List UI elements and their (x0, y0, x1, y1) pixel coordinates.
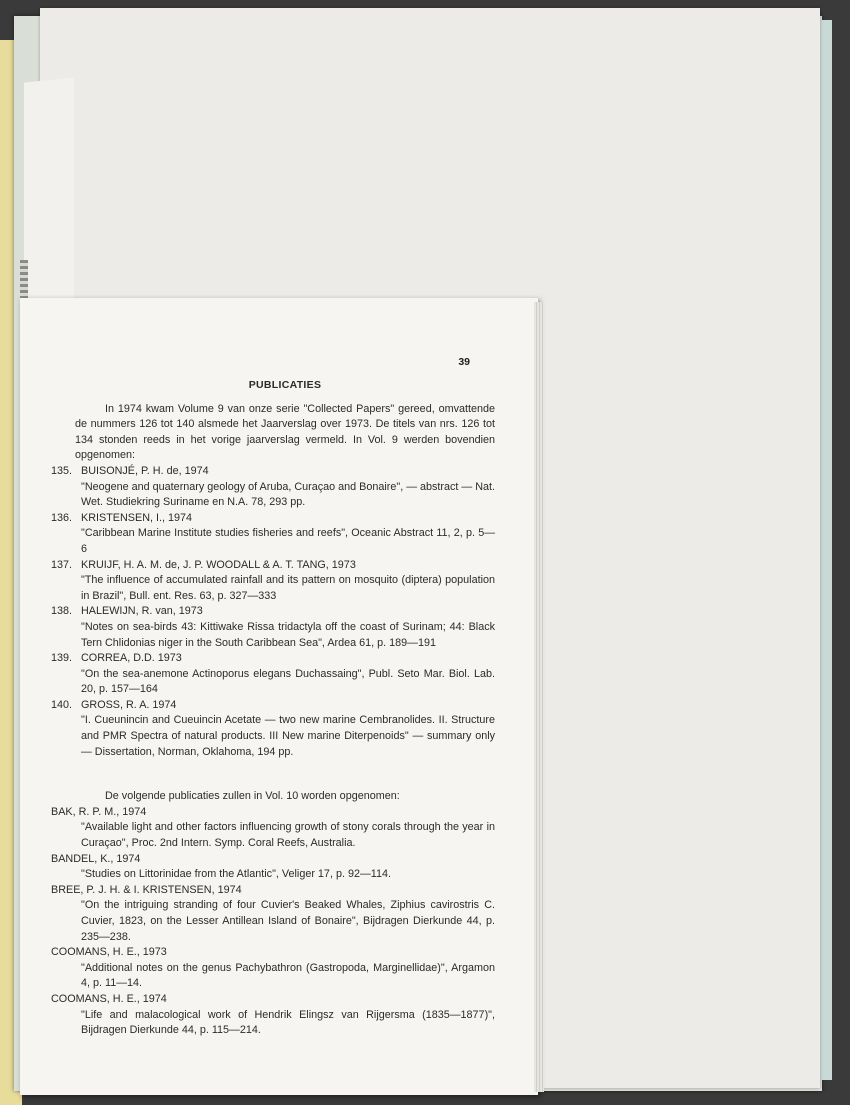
entry-139 (51, 651, 495, 667)
entry-body: "Caribbean Marine Institute studies fisheries and reefs", Oceanic Abstract 11, 2, p. 5—6 (81, 527, 495, 555)
entry-body: "The influence of accumulated rainfall and its pattern on mosquito (diptera) population in Brazil", Bull. ent. Res. 63, p. 327—333 (81, 574, 495, 602)
entry-author: HALEWIJN, R. van, 1973 (81, 605, 203, 618)
entry-number: 136. (51, 511, 73, 524)
page-text (51, 350, 495, 1039)
entry-body: "Studies on Littorinidae from the Atlantic", Veliger 17, p. 92—114. (81, 868, 391, 881)
entry-body: "Life and malacological work of Hendrik Elingsz van Rijgersma (1835—1877)", Bijdragen Dierkunde 44, p. 115—214. (81, 1008, 495, 1037)
entry-135 (51, 464, 495, 480)
entry-136 (51, 511, 495, 527)
entry-body: "Neogene and quaternary geology of Aruba, Curaçao and Bonaire", — abstract — Nat. Wet. Studiekring Suriname en N.A. 78, 293 pp. (81, 480, 495, 509)
entry-author: KRISTENSEN, I., 1974 (81, 511, 193, 524)
entry-author: BANDEL, K., 1974 (51, 852, 141, 865)
vol10-intro: De volgende publicaties zullen in Vol. 10 worden opgenomen: (105, 790, 400, 803)
entry-137 (51, 558, 495, 574)
entry-body: "Additional notes on the genus Pachybathron (Gastropoda, Marginellidae)", Argamon 4, p. 11—14. (81, 961, 495, 990)
torn-tissue-edge (24, 77, 74, 312)
entry-number: 137. (51, 558, 73, 571)
entry-number: 139. (51, 652, 73, 665)
entry-author: BREE, P. J. H. & I. KRISTENSEN, 1974 (51, 883, 242, 896)
entry-author: GROSS, R. A. 1974 (81, 698, 177, 711)
page-number: 39 (458, 356, 470, 368)
entry-number: 140. (51, 698, 73, 711)
publication-list-vol9 (51, 464, 495, 760)
entry-138 (51, 604, 495, 620)
entry-140 (51, 698, 495, 714)
entry-author: COOMANS, H. E., 1974 (51, 992, 167, 1005)
entry-body: "I. Cueunincin and Cueuincin Acetate — two new marine Cembranolides. II. Structure and PMR Spectra of natural products. III New marine Diterpenoids" — summary only — Dissertation, Norman, Oklahoma, 194 pp. (81, 714, 495, 758)
entry-author: COOMANS, H. E., 1973 (51, 946, 167, 959)
entry-author: KRUIJF, H. A. M. de, J. P. WOODALL & A. T. TANG, 1973 (81, 558, 356, 571)
publication-list-vol10 (51, 805, 495, 1039)
entry-body: "Notes on sea-birds 43: Kittiwake Rissa tridactyla off the coast of Surinam; 44: Black Tern Chlidonias niger in the South Caribbean Sea", Ardea 61, p. 189—191 (81, 620, 495, 649)
entry-body: "Available light and other factors influencing growth of stony corals through the year in Curaçao", Proc. 2nd Intern. Symp. Coral Reefs, Australia. (81, 821, 495, 850)
entry-body: "On the intriguing stranding of four Cuvier's Beaked Whales, Ziphius cavirostris C. Cuvier, 1823, on the Lesser Antillean Island of Bonaire", Bijdragen Dierkunde 44, p. 235—238. (81, 899, 495, 943)
entry-number: 138. (51, 605, 73, 618)
entry-body: "On the sea-anemone Actinoporus elegans Duchassaing", Publ. Seto Mar. Biol. Lab. 20, p. 157—164 (81, 667, 495, 696)
entry-number: 135. (51, 464, 73, 477)
entry-author: BUISONJÉ, P. H. de, 1974 (81, 464, 209, 477)
intro-paragraph: In 1974 kwam Volume 9 van onze serie "Collected Papers" gereed, omvattende de nummers 126 tot 140 alsmede het Jaarverslag over 1973. De titels van nrs. 126 tot 134 stonden reeds in het vorige jaarverslag vermeld. In Vol. 9 werden bovendien opgenomen: (75, 402, 495, 462)
entry-author: BAK, R. P. M., 1974 (51, 805, 147, 818)
page-title: PUBLICATIES (248, 379, 322, 391)
entry-author: CORREA, D.D. 1973 (81, 652, 182, 665)
booklet-page (20, 298, 538, 1095)
page-stack-edge (534, 302, 544, 1092)
